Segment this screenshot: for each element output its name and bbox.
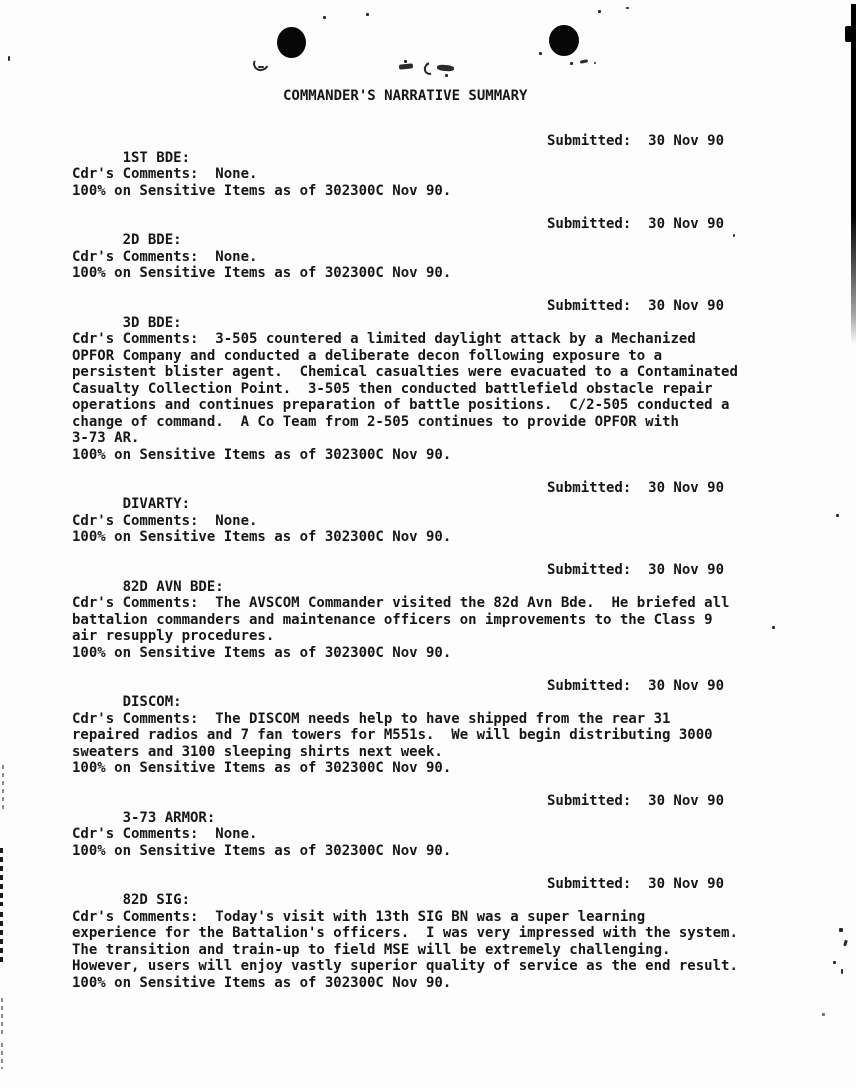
scan-edge-dash-left bbox=[1, 1043, 3, 1069]
unit-label: 3-73 ARMOR: bbox=[122, 809, 216, 826]
sensitive-items-line: 100% on Sensitive Items as of 302300C Nov 90. bbox=[72, 182, 452, 199]
submitted-label: Submitted: 30 Nov 90 bbox=[547, 479, 725, 496]
comment-line: Cdr's Comments: The AVSCOM Commander visited the 82d Avn Bde. He briefed all bbox=[72, 595, 730, 611]
submitted-label: Submitted: 30 Nov 90 bbox=[547, 875, 725, 892]
submitted-label: Submitted: 30 Nov 90 bbox=[547, 793, 725, 809]
comment-line: Cdr's Comments: None. bbox=[72, 512, 258, 529]
scan-smudge bbox=[437, 64, 454, 71]
blank-line bbox=[72, 496, 812, 513]
document-body bbox=[72, 133, 812, 991]
blank-line bbox=[72, 282, 812, 299]
comment-line: However, users will enjoy vastly superior quality of service as the end result. bbox=[72, 958, 738, 974]
submitted-label: Submitted: 30 Nov 90 bbox=[547, 133, 725, 149]
scan-speck bbox=[833, 961, 836, 964]
blank-line bbox=[72, 892, 812, 909]
unit-label: 3D BDE: bbox=[122, 314, 182, 331]
scan-speck bbox=[836, 514, 839, 517]
scan-speck bbox=[570, 62, 573, 65]
blank-line bbox=[72, 232, 812, 249]
section-header-2d-bde bbox=[72, 215, 812, 248]
scan-smudge bbox=[580, 59, 588, 64]
section-header-82d-avn-bde bbox=[72, 562, 812, 595]
section-header-3-73-armor bbox=[72, 793, 812, 826]
blank-line bbox=[72, 810, 812, 827]
section-header-82d-sig bbox=[72, 875, 812, 908]
scan-speck bbox=[839, 928, 843, 932]
submitted-label: Submitted: 30 Nov 90 bbox=[547, 298, 725, 314]
submitted-label: Submitted: 30 Nov 90 bbox=[547, 562, 725, 578]
scan-smudge bbox=[422, 60, 439, 77]
blank-line bbox=[72, 579, 812, 596]
scan-smudge bbox=[251, 54, 271, 74]
scan-speck bbox=[841, 969, 843, 974]
scan-edge-dash-left bbox=[1, 998, 3, 1038]
scan-speck bbox=[539, 52, 542, 55]
comment-line: Cdr's Comments: The DISCOM needs help to have shipped from the rear 31 bbox=[72, 710, 671, 727]
scan-edge-dash-left bbox=[0, 912, 3, 962]
ink-dot-left bbox=[277, 27, 306, 58]
comment-line: Cdr's Comments: None. bbox=[72, 166, 258, 182]
comment-line: Casualty Collection Point. 3-505 then conducted battlefield obstacle repair bbox=[72, 380, 713, 397]
scan-speck bbox=[822, 1013, 825, 1016]
sensitive-items-line: 100% on Sensitive Items as of 302300C Nov 90. bbox=[72, 842, 452, 859]
scan-speck bbox=[626, 7, 629, 9]
scan-speck bbox=[258, 66, 264, 68]
sensitive-items-line: 100% on Sensitive Items as of 302300C Nov 90. bbox=[72, 974, 452, 991]
scan-speck bbox=[598, 10, 601, 13]
scan-speck bbox=[8, 56, 10, 61]
comment-line: persistent blister agent. Chemical casualties were evacuated to a Contaminated bbox=[72, 364, 738, 380]
scan-speck bbox=[843, 940, 848, 947]
section-header-3d-bde bbox=[72, 298, 812, 331]
blank-line bbox=[72, 199, 812, 216]
comment-line: repaired radios and 7 fan towers for M551s. We will begin distributing 3000 bbox=[72, 727, 713, 743]
unit-label: 82D AVN BDE: bbox=[122, 578, 224, 595]
comment-line: The transition and train-up to field MSE will be extremely challenging. bbox=[72, 941, 671, 958]
comment-line: OPFOR Company and conducted a deliberate decon following exposure to a bbox=[72, 347, 663, 364]
sensitive-items-line: 100% on Sensitive Items as of 302300C Nov 90. bbox=[72, 760, 452, 776]
comment-line: Cdr's Comments: None. bbox=[72, 248, 258, 265]
blank-line bbox=[72, 777, 812, 794]
blank-line bbox=[72, 859, 812, 876]
scan-edge-blob bbox=[845, 26, 856, 42]
comment-line: Cdr's Comments: 3-505 countered a limited daylight attack by a Mechanized bbox=[72, 331, 696, 347]
unit-label: DISCOM: bbox=[122, 694, 182, 710]
scan-speck bbox=[445, 74, 448, 77]
comment-line: 3-73 AR. bbox=[72, 430, 140, 446]
comment-line: Cdr's Comments: Today's visit with 13th SIG BN was a super learning bbox=[72, 908, 646, 925]
section-header-divarty bbox=[72, 479, 812, 512]
sensitive-items-line: 100% on Sensitive Items as of 302300C Nov 90. bbox=[72, 529, 452, 545]
comment-line: operations and continues preparation of battle positions. C/2-505 conducted a bbox=[72, 397, 730, 413]
blank-line bbox=[72, 463, 812, 480]
blank-line bbox=[72, 546, 812, 563]
scan-speck bbox=[404, 60, 407, 63]
sensitive-items-line: 100% on Sensitive Items as of 302300C Nov 90. bbox=[72, 265, 452, 281]
blank-line bbox=[72, 150, 812, 167]
document-title: COMMANDER'S NARRATIVE SUMMARY bbox=[283, 88, 528, 104]
blank-line bbox=[72, 694, 812, 711]
scan-edge-bar-right bbox=[851, 4, 856, 344]
unit-label: 82D SIG: bbox=[122, 892, 191, 908]
sensitive-items-line: 100% on Sensitive Items as of 302300C Nov 90. bbox=[72, 446, 452, 463]
comment-line: change of command. A Co Team from 2-505 continues to provide OPFOR with bbox=[72, 413, 679, 430]
scan-speck bbox=[594, 62, 596, 64]
section-header-discom bbox=[72, 677, 812, 710]
ink-dot-right bbox=[549, 25, 579, 56]
unit-label: 1ST BDE: bbox=[122, 149, 191, 166]
comment-line: experience for the Battalion's officers. I was very impressed with the system. bbox=[72, 925, 738, 941]
scan-speck bbox=[323, 16, 326, 19]
blank-line bbox=[72, 661, 812, 678]
scan-edge-dash-left bbox=[0, 848, 3, 906]
unit-label: 2D BDE: bbox=[122, 232, 182, 248]
submitted-label: Submitted: 30 Nov 90 bbox=[547, 215, 725, 232]
comment-line: Cdr's Comments: None. bbox=[72, 826, 258, 842]
sensitive-items-line: 100% on Sensitive Items as of 302300C Nov 90. bbox=[72, 644, 452, 661]
scan-speck bbox=[366, 13, 369, 16]
comment-line: air resupply procedures. bbox=[72, 628, 275, 644]
submitted-label: Submitted: 30 Nov 90 bbox=[547, 677, 725, 694]
scan-edge-dash-left bbox=[2, 765, 4, 813]
unit-label: DIVARTY: bbox=[122, 496, 191, 512]
scan-smudge bbox=[399, 63, 413, 69]
comment-line: battalion commanders and maintenance officers on improvements to the Class 9 bbox=[72, 611, 713, 628]
blank-line bbox=[72, 315, 812, 332]
section-header-1st-bde bbox=[72, 133, 812, 166]
comment-line: sweaters and 3100 sleeping shirts next week. bbox=[72, 743, 443, 760]
